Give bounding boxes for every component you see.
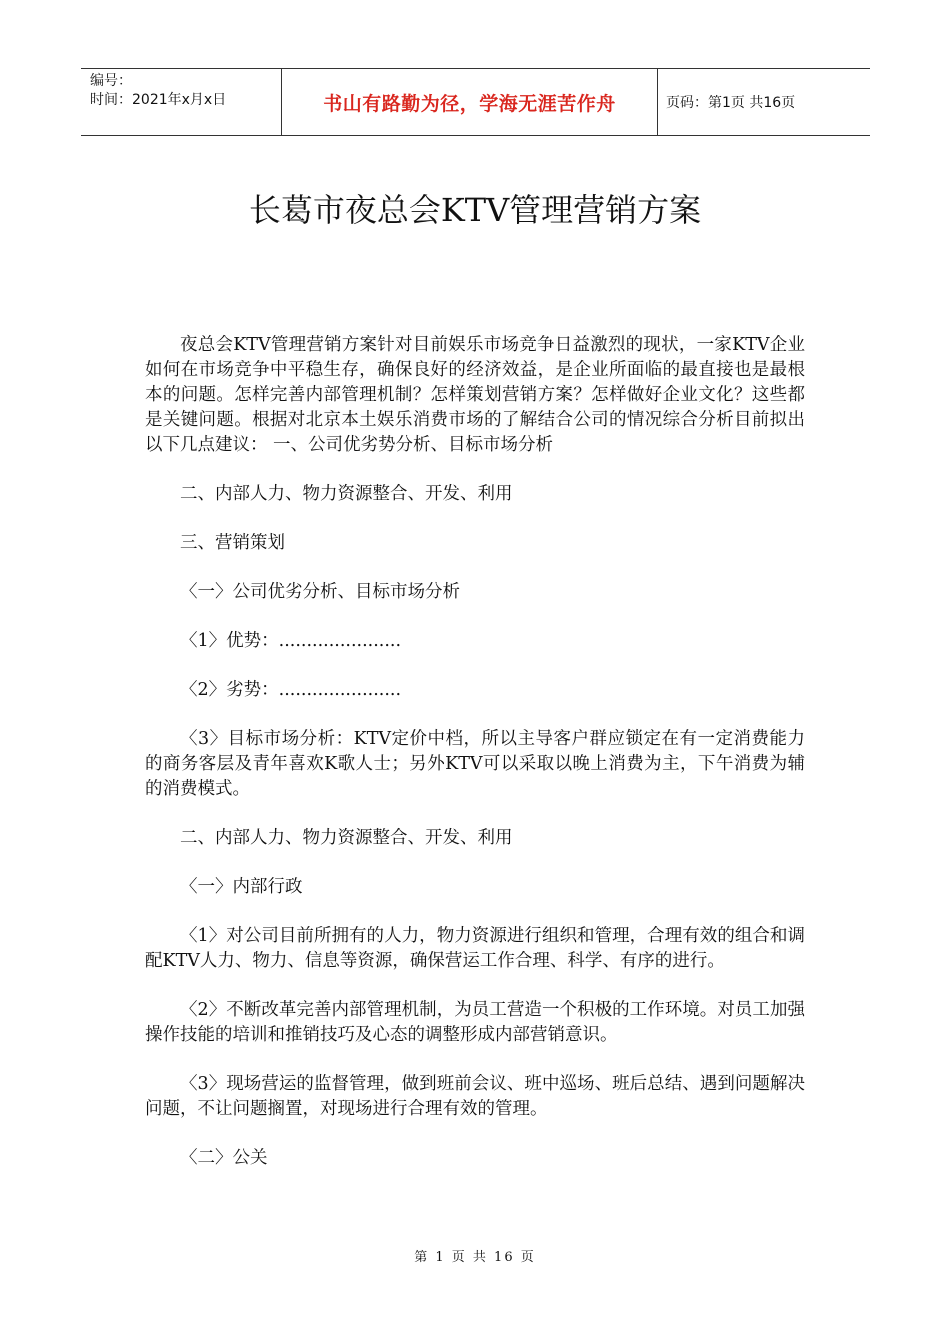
page-header: [81, 68, 870, 136]
header-motto: 书山有路勤为径，学海无涯苦作舟: [323, 92, 616, 115]
header-page-info: 页码：第1页 共16页: [666, 95, 796, 111]
paragraph-admin-item-2: 〈2〉不断改革完善内部管理机制，为员工营造一个积极的工作环境。对员工加强操作技能的培训和推销技巧及心态的调整形成内部营销意识。: [145, 1000, 805, 1045]
paragraph-subsection-1: 〈一〉公司优劣分析、目标市场分析: [180, 582, 460, 602]
paragraph-section-3: 三、营销策划: [180, 533, 285, 553]
paragraph-public-relations: 〈二〉公关: [180, 1148, 268, 1168]
paragraph-admin-item-1: 〈1〉对公司目前所拥有的人力，物力资源进行组织和管理，合理有效的组合和调配KTV人力、物力、信息等资源，确保营运工作合理、科学、有序的进行。: [145, 926, 805, 971]
paragraph-disadvantages: 〈2〉劣势：......................: [180, 680, 402, 700]
page-footer: 第 1 页 共 16 页: [414, 1250, 536, 1265]
header-page-info-cell: [658, 69, 870, 135]
paragraph-resources-heading: 二、内部人力、物力资源整合、开发、利用: [180, 828, 513, 848]
header-motto-cell: [282, 69, 658, 135]
paragraph-internal-admin: 〈一〉内部行政: [180, 877, 303, 897]
paragraph-admin-item-3: 〈3〉现场营运的监督管理，做到班前会议、班中巡场、班后总结、遇到问题解决问题，不让问题搁置，对现场进行合理有效的管理。: [145, 1074, 805, 1119]
paragraph-advantages: 〈1〉优势：......................: [180, 631, 402, 651]
header-meta: [81, 69, 282, 135]
document-number-label: 编号：: [90, 73, 132, 89]
document-title: 长葛市夜总会KTV管理营销方案: [248, 191, 702, 229]
paragraph-target-market: 〈3〉目标市场分析：KTV定价中档，所以主导客户群应锁定在有一定消费能力的商务客层及青年喜欢K歌人士；另外KTV可以采取以晚上消费为主，下午消费为辅的消费模式。: [145, 729, 805, 799]
paragraph-intro: 夜总会KTV管理营销方案针对目前娱乐市场竞争日益激烈的现状，一家KTV企业如何在市场竞争中平稳生存，确保良好的经济效益，是企业所面临的最直接也是最根本的问题。怎样完善内部管理机制？怎样策划营销方案？怎样做好企业文化？这些都是关键问题。根据对北京本土娱乐消费市场的了解结合公司的情况综合分析目前拟出以下几点建议： 一、公司优劣势分析、目标市场分析: [145, 335, 805, 455]
document-time-label: 时间：2021年x月x日: [90, 92, 227, 108]
document-body: [145, 333, 805, 1195]
paragraph-section-2: 二、内部人力、物力资源整合、开发、利用: [180, 484, 513, 504]
